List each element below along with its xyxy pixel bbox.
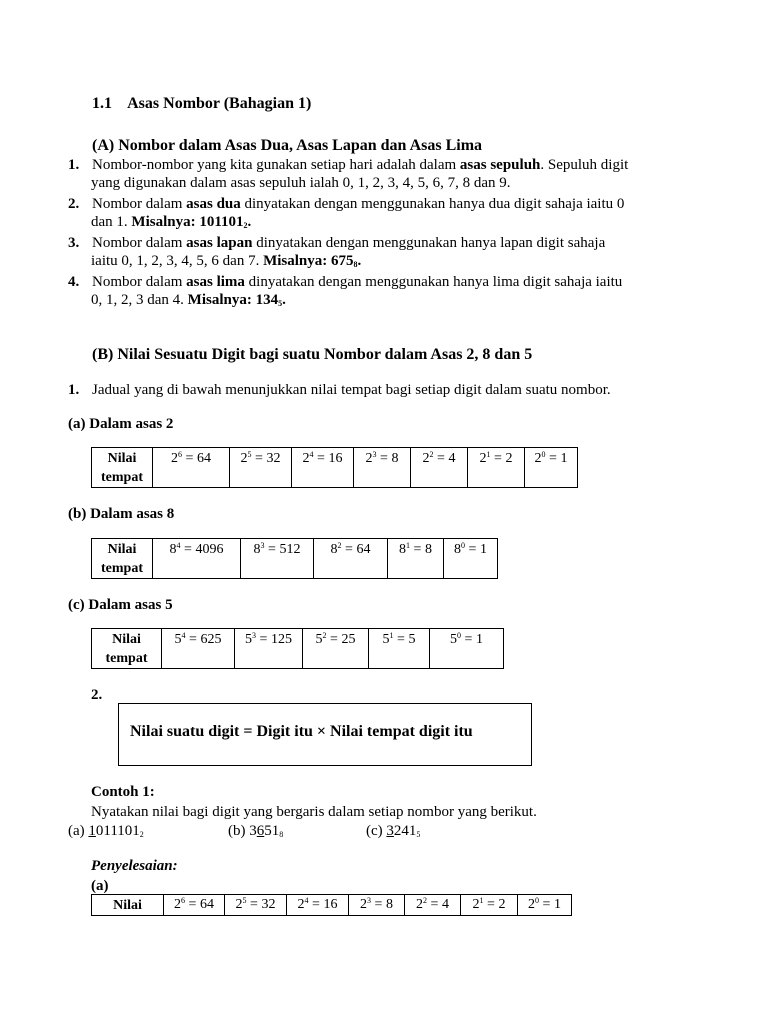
heading-number: 1.1 [92,95,112,112]
section-a-item-2: 2. Nombor dalam asas dua dinyatakan dengan menggunakan hanya dua digit sahaja iaitu 0 dan 1. Misalnya: $101101_2$. [68,196,625,230]
table-cell: $8^2 = 64$ [314,539,388,579]
formula-box [118,703,532,766]
table-header: Nilai [92,895,164,916]
example-title: Contoh 1: [91,784,155,800]
table-cell: $5^2 = 25$ [303,629,369,669]
table-header: Nilai tempat [92,448,153,488]
table-a-label: (a) Dalam asas 2 [68,416,174,432]
section-a-item-3: 3. Nombor dalam asas lapan dinyatakan dengan menggunakan hanya lapan digit sahaja iaitu 0, 1, 2, 3, 4, 5, 6 dan 7. Misalnya: $675_8$. [68,235,606,269]
example-part-b: (b) $3651_8$ [228,823,284,839]
table-cell: $5^0 = 1$ [430,629,504,669]
section-b-item-1: 1. Jadual yang di bawah menunjukkan nilai tempat bagi setiap digit dalam suatu nombor. [68,382,611,398]
table-c-label: (c) Dalam asas 5 [68,597,173,613]
table-cell: $2^3 = 8$ [349,895,405,916]
page-heading [92,95,311,113]
example-instruction: Nyatakan nilai bagi digit yang bergaris dalam setiap nombor yang berikut. [91,804,537,820]
table-cell: $5^3 = 125$ [235,629,303,669]
example-part-c: (c) $3241_5$ [366,823,421,839]
section-b-title: (B) Nilai Sesuatu Digit bagi suatu Nombor dalam Asas 2, 8 dan 5 [92,346,533,363]
table-cell: $5^1 = 5$ [369,629,430,669]
place-value-table-base-8 [91,538,498,579]
solution-table [91,894,572,916]
section-a-item-4: 4. Nombor dalam asas lima dinyatakan dengan menggunakan hanya lima digit sahaja iaitu 0, 1, 2, 3 dan 4. Misalnya: $134_5$. [68,274,623,308]
table-header: Nilai tempat [92,629,162,669]
section-b-item-2-number: 2. [91,687,103,703]
table-cell: $2^3 = 8$ [354,448,411,488]
table-cell: $2^5 = 32$ [230,448,292,488]
table-cell: $8^4 = 4096$ [153,539,241,579]
section-a-title: (A) Nombor dalam Asas Dua, Asas Lapan dan Asas Lima [92,137,483,154]
table-cell: $2^6 = 64$ [153,448,230,488]
table-cell: $2^0 = 1$ [525,448,578,488]
formula-text: Nilai suatu digit = Digit itu × Nilai tempat digit itu [130,723,473,740]
table-cell: $2^5 = 32$ [225,895,287,916]
table-cell: $8^0 = 1$ [444,539,498,579]
solution-part-a: (a) [91,878,109,894]
table-b-label: (b) Dalam asas 8 [68,506,175,522]
section-a-item-1: 1. Nombor-nombor yang kita gunakan setiap hari adalah dalam asas sepuluh. Sepuluh digit yang digunakan dalam asas sepuluh ialah 0, 1, 2, 3, 4, 5, 6, 7, 8 dan 9. [68,157,629,191]
table-cell: $2^4 = 16$ [287,895,349,916]
solution-title: Penyelesaian: [91,858,178,874]
table-cell: $2^2 = 4$ [411,448,468,488]
place-value-table-base-2 [91,447,578,488]
heading-title: Asas Nombor (Bahagian 1) [127,95,312,112]
example-part-a: (a) $1011101_2$ [68,823,144,839]
place-value-table-base-5 [91,628,504,669]
table-cell: $2^4 = 16$ [292,448,354,488]
table-cell: $2^2 = 4$ [405,895,461,916]
table-cell: $2^1 = 2$ [468,448,525,488]
table-header: Nilai tempat [92,539,153,579]
table-cell: $2^0 = 1$ [518,895,572,916]
table-cell: $8^1 = 8$ [388,539,444,579]
table-cell: $2^1 = 2$ [461,895,518,916]
table-cell: $8^3 = 512$ [241,539,314,579]
table-cell: $5^4 = 625$ [162,629,235,669]
table-cell: $2^6 = 64$ [164,895,225,916]
